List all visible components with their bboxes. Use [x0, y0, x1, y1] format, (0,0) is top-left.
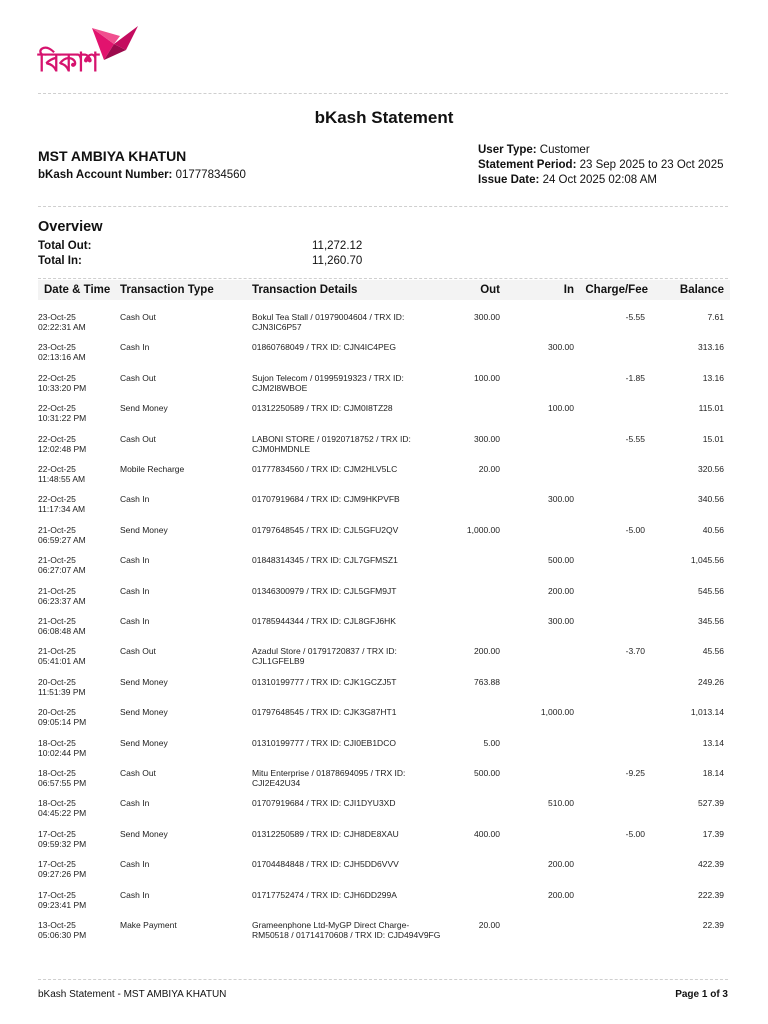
cell-date-time [38, 342, 118, 362]
cell-transaction-details: 01312250589 / TRX ID: CJH8DE8XAU [252, 828, 399, 839]
cell-time: 09:23:41 PM [38, 899, 87, 910]
cell-date-time [38, 616, 118, 636]
cell-transaction-details: 01797648545 / TRX ID: CJL5GFU2QV [252, 524, 399, 535]
cell-date: 21-Oct-25 [38, 555, 76, 566]
table-row [0, 677, 768, 707]
cell-transaction-details: LABONI STORE / 01920718752 / TRX ID: CJM0HMDNLE [252, 433, 411, 454]
account-number [38, 169, 246, 181]
cell-time: 11:17:34 AM [38, 504, 86, 515]
cell-balance: 222.39 [698, 889, 724, 900]
table-row [0, 798, 768, 828]
cell-transaction-type: Cash Out [120, 372, 156, 383]
table-row [0, 646, 768, 676]
cell-date-time [38, 677, 118, 697]
cell-out: 20.00 [478, 464, 500, 474]
header-out: Out [480, 284, 500, 296]
table-row [0, 768, 768, 798]
cell-balance: 340.56 [698, 494, 724, 505]
issue-date-value: 24 Oct 2025 02:08 AM [542, 174, 658, 186]
bird-logo-icon [90, 20, 140, 64]
cell-transaction-details: 01860768049 / TRX ID: CJN4IC4PEG [252, 342, 396, 353]
table-header [38, 280, 730, 300]
cell-transaction-type: Cash Out [120, 312, 156, 322]
cell-balance: 40.56 [702, 524, 724, 535]
cell-balance: 422.39 [698, 859, 724, 870]
account-number-value: 01777834560 [175, 169, 246, 181]
cell-transaction-type: Cash In [120, 585, 150, 596]
cell-time: 06:57:55 PM [38, 778, 87, 788]
cell-in: 1,000.00 [540, 707, 574, 718]
logo-text: বিকাশ [38, 48, 99, 78]
cell-transaction-details: 01707919684 / TRX ID: CJM9HKPVFB [252, 494, 400, 505]
cell-balance: 45.56 [702, 646, 724, 657]
cell-date: 17-Oct-25 [38, 889, 76, 900]
statement-period [478, 159, 724, 171]
cell-date: 17-Oct-25 [38, 828, 76, 839]
issue-date-label: Issue Date: [478, 174, 540, 186]
table-row [0, 494, 768, 524]
cell-charge-fee: -9.25 [625, 768, 645, 778]
cell-transaction-details: 01717752474 / TRX ID: CJH6DD299A [252, 889, 397, 900]
cell-time: 11:48:55 AM [38, 474, 86, 484]
cell-transaction-details: 01848314345 / TRX ID: CJL7GFMSZ1 [252, 555, 398, 566]
cell-balance: 545.56 [698, 585, 724, 596]
cell-transaction-type: Send Money [120, 524, 168, 535]
cell-transaction-type: Cash Out [120, 433, 156, 444]
cell-date: 23-Oct-25 [38, 342, 76, 353]
table-row [0, 707, 768, 737]
table-row [0, 829, 768, 859]
cell-charge-fee: -5.00 [625, 524, 645, 535]
user-type-label: User Type: [478, 144, 537, 156]
cell-time: 02:13:16 AM [38, 352, 86, 363]
cell-out: 100.00 [474, 372, 500, 383]
cell-date-time [38, 494, 118, 514]
cell-balance: 527.39 [698, 798, 724, 809]
cell-time: 10:31:22 PM [38, 413, 87, 424]
cell-balance: 18.14 [702, 768, 724, 778]
cell-time: 10:02:44 PM [38, 747, 87, 758]
cell-charge-fee: -5.55 [625, 312, 645, 322]
cell-date: 22-Oct-25 [38, 464, 76, 474]
cell-in: 510.00 [548, 798, 574, 809]
footer-title: bKash Statement - MST AMBIYA KHATUN [38, 989, 227, 1000]
cell-date-time [38, 920, 118, 940]
cell-time: 06:27:07 AM [38, 565, 86, 576]
page-number: Page 1 of 3 [675, 989, 728, 1000]
cell-out: 200.00 [474, 646, 500, 657]
cell-transaction-details: 01707919684 / TRX ID: CJI1DYU3XD [252, 798, 396, 809]
cell-transaction-details: Azadul Store / 01791720837 / TRX ID: CJL1GFELB9 [252, 646, 397, 667]
cell-date-time [38, 312, 118, 332]
cell-date-time [38, 768, 118, 788]
divider [38, 206, 728, 207]
cell-date: 21-Oct-25 [38, 524, 76, 535]
table-row [0, 312, 768, 342]
cell-charge-fee: -5.55 [625, 433, 645, 444]
cell-in: 200.00 [548, 859, 574, 870]
cell-transaction-details: 01310199777 / TRX ID: CJK1GCZJ5T [252, 676, 397, 687]
cell-out: 20.00 [478, 920, 500, 930]
header-charge-fee: Charge/Fee [585, 284, 648, 296]
cell-transaction-type: Mobile Recharge [120, 464, 185, 474]
cell-time: 09:05:14 PM [38, 717, 87, 728]
overview-title: Overview [38, 219, 103, 235]
cell-transaction-type: Cash In [120, 342, 150, 353]
cell-transaction-details: Sujon Telecom / 01995919323 / TRX ID: CJM2I8WBOE [252, 372, 404, 393]
cell-time: 06:59:27 AM [38, 534, 86, 545]
cell-balance: 320.56 [698, 464, 724, 474]
cell-time: 02:22:31 AM [38, 322, 86, 332]
cell-balance: 22.39 [702, 920, 724, 930]
cell-in: 300.00 [548, 342, 574, 353]
statement-period-label: Statement Period: [478, 159, 577, 171]
statement-period-value: 23 Sep 2025 to 23 Oct 2025 [579, 159, 724, 171]
cell-transaction-type: Cash Out [120, 646, 156, 657]
cell-date-time [38, 890, 118, 910]
header-date-time: Date & Time [44, 284, 111, 296]
table-row [0, 464, 768, 494]
cell-transaction-type: Make Payment [120, 920, 177, 930]
cell-time: 06:08:48 AM [38, 626, 86, 636]
cell-time: 10:33:20 PM [38, 382, 87, 393]
cell-in: 300.00 [548, 494, 574, 505]
cell-balance: 345.56 [698, 616, 724, 626]
cell-transaction-details: 01346300979 / TRX ID: CJL5GFM9JT [252, 585, 397, 596]
cell-date: 21-Oct-25 [38, 585, 76, 596]
cell-in: 500.00 [548, 555, 574, 566]
cell-out: 300.00 [474, 433, 500, 444]
header-transaction-details: Transaction Details [252, 284, 358, 296]
cell-transaction-type: Cash In [120, 798, 150, 809]
cell-date-time [38, 525, 118, 545]
cell-transaction-type: Cash In [120, 494, 150, 505]
cell-out: 300.00 [474, 312, 500, 322]
cell-date: 22-Oct-25 [38, 494, 76, 505]
cell-date: 18-Oct-25 [38, 798, 76, 809]
cell-charge-fee: -3.70 [625, 646, 645, 657]
issue-date [478, 174, 657, 186]
cell-balance: 7.61 [707, 312, 724, 322]
header-transaction-type: Transaction Type [120, 284, 214, 296]
cell-transaction-details: 01704484848 / TRX ID: CJH5DD6VVV [252, 859, 399, 870]
page-title: bKash Statement [314, 108, 454, 127]
cell-date-time [38, 707, 118, 727]
cell-date: 22-Oct-25 [38, 433, 76, 444]
table-row [0, 920, 768, 950]
cell-date: 20-Oct-25 [38, 707, 76, 718]
cell-date: 17-Oct-25 [38, 859, 76, 870]
divider [38, 979, 728, 980]
header-in: In [563, 284, 574, 296]
cell-transaction-details: Bokul Tea Stall / 01979004604 / TRX ID: CJN3IC6P57 [252, 312, 405, 332]
cell-charge-fee: -5.00 [625, 828, 645, 839]
table-row [0, 342, 768, 372]
cell-transaction-details: 01797648545 / TRX ID: CJK3G87HT1 [252, 707, 397, 718]
cell-date: 22-Oct-25 [38, 403, 76, 414]
cell-time: 05:06:30 PM [38, 930, 87, 940]
cell-time: 12:02:48 PM [38, 443, 87, 454]
cell-date-time [38, 586, 118, 606]
table-row [0, 738, 768, 768]
account-number-label: bKash Account Number: [38, 169, 173, 181]
cell-time: 09:59:32 PM [38, 838, 87, 849]
cell-balance: 1,045.56 [690, 555, 724, 566]
table-row [0, 373, 768, 403]
user-type [478, 144, 590, 156]
table-row [0, 859, 768, 889]
cell-balance: 115.01 [698, 403, 724, 414]
cell-date: 21-Oct-25 [38, 646, 76, 657]
cell-balance: 17.39 [702, 828, 724, 839]
cell-out: 1,000.00 [466, 524, 500, 535]
cell-date-time [38, 403, 118, 423]
cell-in: 200.00 [548, 889, 574, 900]
user-type-value: Customer [539, 144, 590, 156]
cell-transaction-type: Send Money [120, 828, 168, 839]
cell-balance: 1,013.14 [690, 707, 724, 718]
cell-date-time [38, 646, 118, 666]
cell-date-time [38, 738, 118, 758]
cell-date: 18-Oct-25 [38, 768, 76, 778]
cell-date: 13-Oct-25 [38, 920, 76, 930]
cell-transaction-details: 01777834560 / TRX ID: CJM2HLV5LC [252, 464, 398, 474]
cell-date-time [38, 798, 118, 818]
cell-date-time [38, 434, 118, 454]
cell-time: 09:27:26 PM [38, 869, 87, 880]
cell-transaction-details: 01785944344 / TRX ID: CJL8GFJ6HK [252, 616, 396, 626]
header-balance: Balance [679, 284, 724, 296]
cell-date: 23-Oct-25 [38, 312, 76, 322]
table-row [0, 525, 768, 555]
cell-transaction-details: 01310199777 / TRX ID: CJI0EB1DCO [252, 737, 396, 748]
table-row [0, 403, 768, 433]
cell-transaction-type: Cash In [120, 616, 150, 626]
cell-transaction-type: Cash In [120, 859, 150, 870]
cell-balance: 249.26 [698, 676, 724, 687]
cell-time: 04:45:22 PM [38, 808, 87, 819]
cell-balance: 15.01 [702, 433, 724, 444]
divider [38, 93, 728, 94]
cell-date: 22-Oct-25 [38, 372, 76, 383]
cell-in: 100.00 [548, 403, 574, 414]
table-row [0, 434, 768, 464]
cell-balance: 313.16 [698, 342, 724, 353]
table-row [0, 586, 768, 616]
bkash-logo [38, 20, 142, 82]
cell-time: 06:23:37 AM [38, 595, 86, 606]
table-row [0, 890, 768, 920]
divider [38, 278, 728, 279]
account-name: MST AMBIYA KHATUN [38, 148, 187, 164]
cell-date-time [38, 373, 118, 393]
total-in-label: Total In: [38, 255, 82, 267]
cell-transaction-details: 01312250589 / TRX ID: CJM0I8TZ28 [252, 403, 393, 414]
cell-transaction-details: Grameenphone Ltd-MyGP Direct Charge-RM50518 / 01714170608 / TRX ID: CJD494V9FG [252, 920, 441, 940]
cell-transaction-type: Send Money [120, 403, 168, 414]
cell-transaction-type: Send Money [120, 676, 168, 687]
cell-time: 11:51:39 PM [38, 686, 86, 697]
table-row [0, 616, 768, 646]
cell-out: 763.88 [474, 676, 500, 687]
cell-date: 20-Oct-25 [38, 676, 76, 687]
cell-date-time [38, 859, 118, 879]
cell-out: 500.00 [474, 768, 500, 778]
cell-date: 18-Oct-25 [38, 737, 76, 748]
cell-transaction-type: Cash Out [120, 768, 156, 778]
cell-transaction-type: Send Money [120, 737, 168, 748]
cell-balance: 13.14 [702, 737, 724, 748]
cell-date: 21-Oct-25 [38, 616, 76, 626]
cell-out: 400.00 [474, 828, 500, 839]
cell-charge-fee: -1.85 [625, 372, 645, 383]
cell-in: 300.00 [548, 616, 574, 626]
cell-out: 5.00 [483, 737, 500, 748]
cell-balance: 13.16 [702, 372, 724, 383]
table-row [0, 555, 768, 585]
cell-transaction-type: Cash In [120, 889, 150, 900]
cell-date-time [38, 464, 118, 484]
total-out-label: Total Out: [38, 240, 92, 252]
cell-transaction-details: Mitu Enterprise / 01878694095 / TRX ID: CJI2E42U34 [252, 768, 406, 788]
cell-transaction-type: Cash In [120, 555, 150, 566]
cell-date-time [38, 555, 118, 575]
cell-in: 200.00 [548, 585, 574, 596]
total-in-value: 11,260.70 [312, 255, 363, 267]
total-out-value: 11,272.12 [312, 240, 363, 252]
cell-transaction-type: Send Money [120, 707, 168, 718]
cell-time: 05:41:01 AM [38, 656, 86, 667]
cell-date-time [38, 829, 118, 849]
